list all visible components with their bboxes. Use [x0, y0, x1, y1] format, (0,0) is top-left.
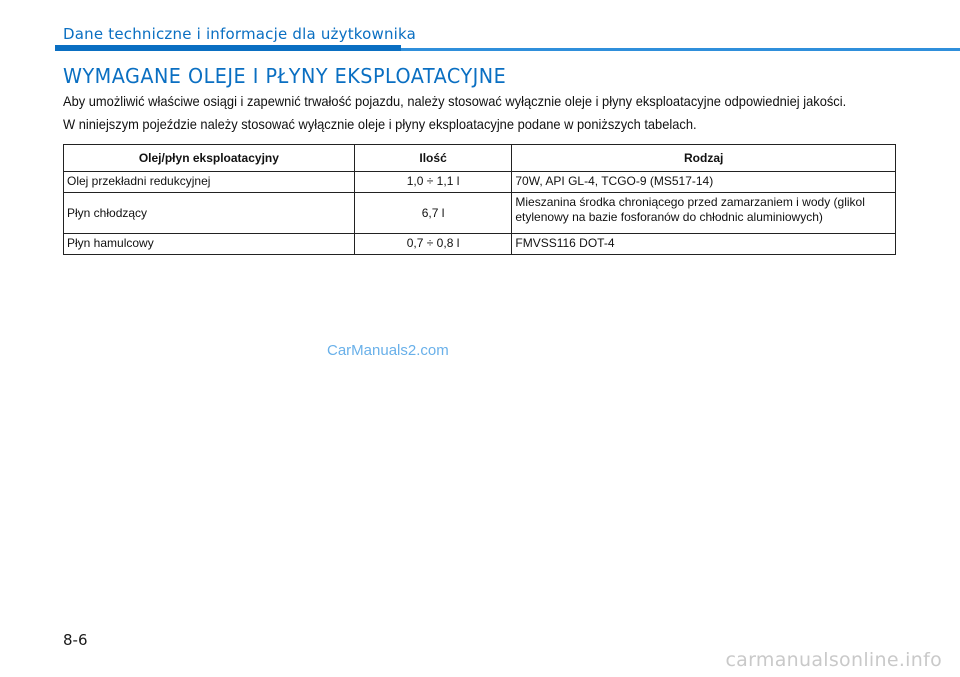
table-header-row [64, 145, 896, 172]
cell-type: Mieszanina środka chroniącego przed zamarzaniem i wody (glikol etylenowy na bazie fosforanów do chłodnic aluminiowych) [512, 193, 896, 234]
table-row [64, 234, 896, 255]
cell-type: FMVSS116 DOT-4 [512, 234, 896, 255]
page-title: WYMAGANE OLEJE I PŁYNY EKSPLOATACYJNE [63, 64, 507, 88]
table-row [64, 193, 896, 234]
intro-paragraph-2: W niniejszym pojeździe należy stosować wyłącznie oleje i płyny eksploatacyjne podane w poniższych tabelach. [63, 116, 697, 132]
column-header-type: Rodzaj [512, 145, 896, 172]
table-row [64, 172, 896, 193]
watermark-center: CarManuals2.com [327, 342, 449, 359]
cell-quantity: 6,7 l [354, 193, 512, 234]
cell-name: Płyn hamulcowy [64, 234, 355, 255]
column-header-quantity: Ilość [354, 145, 512, 172]
cell-name: Olej przekładni redukcyjnej [64, 172, 355, 193]
column-header-name: Olej/płyn eksploatacyjny [64, 145, 355, 172]
cell-quantity: 0,7 ÷ 0,8 l [354, 234, 512, 255]
section-header: Dane techniczne i informacje dla użytkownika [63, 25, 417, 43]
intro-paragraph-1: Aby umożliwić właściwe osiągi i zapewnić trwałość pojazdu, należy stosować wyłącznie oleje i płyny eksploatacyjne odpowiedniej jakości. [63, 93, 847, 109]
cell-quantity: 1,0 ÷ 1,1 l [354, 172, 512, 193]
page-number: 8-6 [63, 631, 88, 649]
section-divider-accent [55, 45, 401, 51]
cell-type: 70W, API GL-4, TCGO-9 (MS517-14) [512, 172, 896, 193]
cell-name: Płyn chłodzący [64, 193, 355, 234]
watermark-footer: carmanualsonline.info [725, 649, 942, 671]
fluids-table [63, 144, 896, 255]
